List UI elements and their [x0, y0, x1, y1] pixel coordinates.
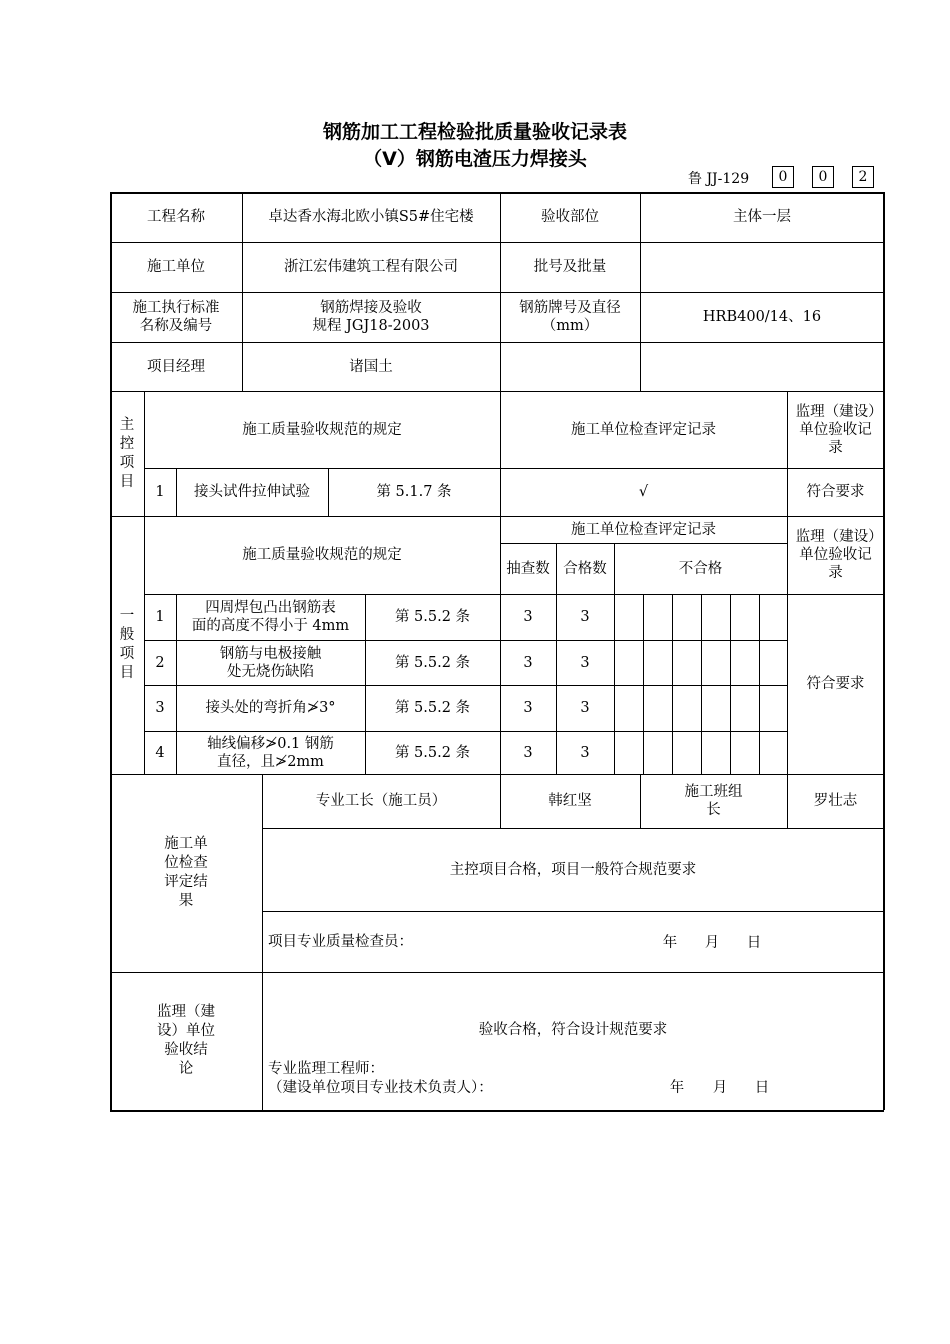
general-label-line: 一般项目 — [119, 608, 135, 681]
general-item-sample-text — [523, 744, 532, 762]
batch-label — [500, 242, 640, 292]
general-spec-header — [144, 516, 500, 594]
general-item-clause-text — [395, 699, 470, 717]
supervisor-date-year-text — [670, 1079, 685, 1097]
supervisor-date-day-text — [755, 1079, 770, 1097]
grid-line — [701, 594, 702, 774]
grid-line — [643, 594, 644, 774]
pass-header-text — [563, 560, 607, 578]
main-spec-header — [144, 391, 500, 468]
doc-box-2: 0 — [812, 166, 834, 188]
contractor-date-year-text — [663, 934, 678, 952]
general-item-sample-line: 3 — [523, 654, 533, 671]
main-spec-header-line: 施工质量验收规范的规定 — [242, 421, 402, 438]
supervisor-eval-label-line: 监理（建 — [157, 1004, 215, 1020]
acceptance-part-line: 主体一层 — [733, 209, 791, 225]
rebar-grade — [640, 292, 884, 342]
rebar-grade-label-line: 钢筋牌号及直径 — [519, 300, 621, 316]
team-leader-label-line: 施工班组 — [684, 784, 743, 800]
general-item-pass-line: 3 — [580, 744, 590, 761]
general-item-sample-line: 3 — [523, 609, 533, 625]
main-supervisor-header-line: 监理（建设）单位验收记录 — [795, 403, 876, 456]
main-item-no-line: 1 — [155, 484, 165, 500]
general-item-no-line: 2 — [155, 654, 165, 671]
general-label-text — [120, 607, 135, 683]
batch-label-text — [534, 258, 607, 276]
grid-line — [110, 1110, 884, 1112]
general-item-pass — [556, 594, 614, 640]
general-item-pass-text — [580, 608, 589, 626]
general-supervisor-header-line: 监理（建设）单位验收记录 — [795, 529, 876, 581]
supervisor-date-year-line: 年 — [669, 1079, 685, 1096]
standard-line: 钢筋焊接及验收 — [320, 300, 422, 316]
standard — [242, 292, 500, 342]
main-record-header — [500, 391, 787, 468]
manager-label-text — [147, 358, 205, 376]
general-item-clause-text — [395, 654, 470, 672]
engineer-label-text — [268, 1060, 384, 1078]
pass-header — [556, 543, 614, 594]
supervisor-date-month-text — [713, 1079, 728, 1097]
general-item-pass-text — [580, 699, 589, 717]
general-record-header-text — [571, 521, 716, 539]
project-name-text — [268, 208, 473, 226]
general-item-clause-line: 第 5.5.2 条 — [394, 654, 471, 671]
inspector-label-text — [268, 933, 413, 951]
general-item-name-line: 接头处的弯折角≯3° — [205, 700, 336, 716]
acceptance-part-label — [500, 192, 640, 242]
fail-header-line: 不合格 — [678, 560, 723, 577]
supervisor-date-year — [662, 1075, 692, 1100]
foreman-text — [548, 792, 592, 810]
general-item-name — [176, 640, 365, 685]
contractor-text — [284, 258, 458, 276]
form-title: 钢筋加工工程检验批质量验收记录表 — [322, 121, 627, 143]
main-control-label-line: 主控项目 — [119, 416, 135, 490]
main-item-result-text — [807, 483, 865, 501]
rebar-grade-text — [703, 308, 821, 326]
general-item-name-line: 四周焊包凸出钢筋表 — [205, 600, 336, 616]
general-item-clause — [365, 685, 500, 731]
main-item-name-text — [194, 483, 310, 501]
sample-header — [500, 543, 556, 594]
project-name — [242, 192, 500, 242]
general-item-clause-line: 第 5.5.2 条 — [394, 700, 471, 716]
contractor-date-day-text — [747, 934, 762, 952]
main-item-result-line: 符合要求 — [806, 484, 865, 500]
sample-header-text — [506, 560, 550, 578]
supervisor-conclusion-text — [479, 1021, 668, 1039]
general-item-pass-text — [580, 744, 589, 762]
general-item-name-text — [220, 645, 322, 681]
contractor-label — [110, 242, 242, 292]
rebar-grade-label-text — [519, 299, 621, 335]
team-leader — [787, 774, 884, 828]
grid-line — [730, 594, 731, 774]
general-item-name — [176, 594, 365, 640]
general-item-name-line: 直径，且≯2mm — [217, 753, 324, 770]
contractor-conclusion-text — [450, 861, 697, 879]
contractor-line: 浙江宏伟建筑工程有限公司 — [284, 259, 458, 275]
acceptance-part — [640, 192, 884, 242]
main-item-no-text — [155, 483, 164, 501]
acceptance-part-label-text — [541, 208, 599, 226]
supervisor-date-day — [747, 1075, 777, 1100]
contractor-date-year-line: 年 — [662, 934, 678, 951]
general-item-name-text — [205, 699, 335, 717]
supervisor-date-month-line: 月 — [712, 1079, 728, 1096]
supervisor-eval-label-line: 验收结 — [164, 1042, 208, 1058]
team-leader-label-line: 长 — [706, 802, 721, 818]
contractor-eval-label-line: 评定结 — [164, 874, 208, 890]
supervisor-date-month — [705, 1075, 735, 1100]
team-leader-text — [814, 792, 858, 810]
rebar-grade-line: HRB400/14、16 — [702, 309, 822, 325]
main-record-header-line: 施工单位检查评定记录 — [571, 421, 716, 438]
general-result-text — [807, 675, 865, 693]
contractor-label-line: 施工单位 — [147, 259, 205, 275]
supervisor-eval-label — [110, 972, 262, 1110]
main-item-record-text — [639, 483, 648, 501]
general-item-clause-line: 第 5.5.2 条 — [394, 744, 471, 761]
general-item-clause — [365, 640, 500, 685]
contractor-date-month-line: 月 — [704, 934, 720, 951]
general-item-clause-text — [395, 744, 470, 762]
supervisor-conclusion — [262, 1005, 884, 1055]
inspector-label-line: 项目专业质量检查员： — [268, 933, 413, 950]
project-name-label-text — [147, 208, 205, 226]
rebar-grade-label-line: （mm） — [541, 318, 599, 334]
main-spec-header-text — [242, 421, 402, 439]
manager-label — [110, 342, 242, 391]
general-record-header-line: 施工单位检查评定记录 — [571, 521, 716, 538]
main-item-clause-line: 第 5.1.7 条 — [376, 484, 452, 500]
foreman-label-line: 专业工长（施工员） — [315, 793, 447, 809]
project-name-label-line: 工程名称 — [147, 209, 205, 225]
owner-label — [262, 1078, 700, 1098]
project-name-label — [110, 192, 242, 242]
general-item-name-text — [207, 735, 334, 771]
general-item-pass — [556, 640, 614, 685]
contractor-date-month — [697, 925, 727, 960]
supervisor-eval-label-line: 设）单位 — [157, 1023, 215, 1039]
contractor-date-month-text — [705, 934, 720, 952]
acceptance-part-label-line: 验收部位 — [541, 209, 599, 225]
general-item-no-text — [155, 744, 164, 762]
doc-code: 鲁 JJ-129 — [688, 171, 750, 187]
general-supervisor-header — [787, 516, 884, 594]
main-item-name — [176, 468, 328, 516]
general-item-name — [176, 731, 365, 774]
general-item-sample — [500, 640, 556, 685]
general-item-no — [144, 685, 176, 731]
contractor-eval-label-line: 果 — [178, 893, 194, 909]
batch-label-line: 批号及批量 — [533, 259, 607, 275]
general-item-pass-text — [580, 654, 589, 672]
inspector-label — [262, 911, 640, 972]
general-record-header — [500, 516, 787, 543]
contractor-eval-label-line: 施工单 — [164, 836, 208, 852]
supervisor-eval-label-text — [157, 1003, 215, 1079]
general-item-name-text — [192, 599, 349, 635]
team-leader-line: 罗壮志 — [813, 793, 858, 809]
main-item-record — [500, 468, 787, 516]
general-item-sample-line: 3 — [523, 700, 533, 716]
standard-label-line: 名称及编号 — [139, 318, 213, 334]
general-item-no — [144, 594, 176, 640]
supervisor-conclusion-line: 验收合格，符合设计规范要求 — [478, 1022, 668, 1038]
standard-label — [110, 292, 242, 342]
general-item-name-line: 钢筋与电极接触 — [219, 645, 322, 662]
contractor-eval-label-text — [164, 835, 208, 911]
pass-header-line: 合格数 — [563, 560, 607, 577]
general-spec-header-text — [242, 546, 402, 564]
general-item-no — [144, 640, 176, 685]
general-supervisor-header-text — [794, 528, 878, 582]
main-item-record-line: √ — [638, 484, 649, 500]
general-item-no-text — [155, 608, 164, 626]
general-label — [110, 516, 144, 774]
project-name-line: 卓达香水海北欧小镇S5#住宅楼 — [268, 209, 474, 225]
main-control-label — [110, 391, 144, 516]
main-supervisor-header-text — [794, 403, 878, 457]
general-item-sample-text — [523, 608, 532, 626]
contractor-eval-label — [110, 774, 262, 972]
general-item-clause-text — [395, 608, 470, 626]
foreman — [500, 774, 640, 828]
contractor-date-year — [655, 925, 685, 960]
general-item-no-line: 4 — [155, 744, 165, 761]
general-item-pass — [556, 685, 614, 731]
general-item-pass — [556, 731, 614, 774]
contractor-eval-label-line: 位检查 — [164, 855, 208, 871]
grid-line — [759, 594, 760, 774]
foreman-label — [262, 774, 500, 828]
general-item-no-text — [155, 654, 164, 672]
sample-header-line: 抽查数 — [506, 560, 550, 577]
main-item-no — [144, 468, 176, 516]
general-item-sample-text — [523, 699, 532, 717]
supervisor-date-day-line: 日 — [754, 1079, 770, 1096]
foreman-line: 韩红坚 — [548, 793, 592, 809]
engineer-label-line: 专业监理工程师： — [268, 1061, 384, 1077]
general-item-sample — [500, 594, 556, 640]
grid-line — [672, 594, 673, 774]
contractor-conclusion — [262, 828, 884, 911]
main-item-name-line: 接头试件拉伸试验 — [194, 484, 310, 500]
main-item-result — [787, 468, 884, 516]
main-item-clause-text — [376, 483, 451, 501]
owner-label-text — [268, 1079, 493, 1097]
general-item-pass-line: 3 — [580, 654, 590, 671]
general-item-no-text — [155, 699, 164, 717]
manager-text — [349, 358, 393, 376]
general-result — [787, 594, 884, 774]
general-item-name-line: 面的高度不得小于 4mm — [191, 618, 350, 634]
rebar-grade-label — [500, 292, 640, 342]
fail-header-text — [679, 560, 723, 578]
contractor-date-day — [739, 925, 769, 960]
standard-line: 规程 JGJ18-2003 — [312, 318, 430, 334]
doc-box-1: 0 — [772, 166, 794, 188]
contractor-date-day-line: 日 — [746, 934, 762, 951]
acceptance-part-text — [733, 208, 791, 226]
contractor — [242, 242, 500, 292]
general-item-pass-line: 3 — [580, 609, 590, 625]
general-item-sample — [500, 731, 556, 774]
batch — [640, 242, 884, 292]
team-leader-label — [640, 774, 787, 828]
contractor-label-text — [147, 258, 205, 276]
general-item-no — [144, 731, 176, 774]
standard-label-text — [133, 299, 220, 335]
general-item-pass-line: 3 — [580, 700, 590, 716]
general-item-sample-line: 3 — [523, 744, 533, 761]
main-record-header-text — [571, 421, 716, 439]
manager — [242, 342, 500, 391]
main-control-label-text — [120, 416, 135, 492]
engineer-label — [262, 1060, 700, 1078]
main-item-clause — [328, 468, 500, 516]
standard-label-line: 施工执行标准 — [132, 300, 220, 316]
general-result-line: 符合要求 — [806, 676, 865, 692]
supervisor-eval-label-line: 论 — [178, 1061, 194, 1077]
general-item-name — [176, 685, 365, 731]
general-item-name-line: 处无烧伤缺陷 — [227, 663, 314, 680]
general-item-clause-line: 第 5.5.2 条 — [394, 609, 471, 625]
general-item-sample-text — [523, 654, 532, 672]
general-item-no-line: 3 — [155, 700, 165, 716]
doc-box-3: 2 — [852, 166, 874, 188]
foreman-label-text — [316, 792, 447, 810]
general-spec-header-line: 施工质量验收规范的规定 — [242, 547, 402, 563]
general-item-sample — [500, 685, 556, 731]
main-supervisor-header — [787, 391, 884, 468]
contractor-conclusion-line: 主控项目合格，项目一般符合规范要求 — [449, 861, 697, 878]
form-subtitle: （V）钢筋电渣压力焊接头 — [363, 148, 587, 170]
team-leader-label-text — [685, 783, 743, 819]
general-item-name-line: 轴线偏移≯0.1 钢筋 — [207, 735, 334, 752]
fail-header — [614, 543, 787, 594]
manager-line: 诸国土 — [349, 358, 393, 375]
standard-text — [312, 299, 429, 335]
owner-label-line: （建设单位项目专业技术负责人）： — [268, 1080, 493, 1096]
manager-label-line: 项目经理 — [147, 358, 205, 375]
general-item-no-line: 1 — [155, 609, 165, 625]
general-item-clause — [365, 594, 500, 640]
general-item-clause — [365, 731, 500, 774]
